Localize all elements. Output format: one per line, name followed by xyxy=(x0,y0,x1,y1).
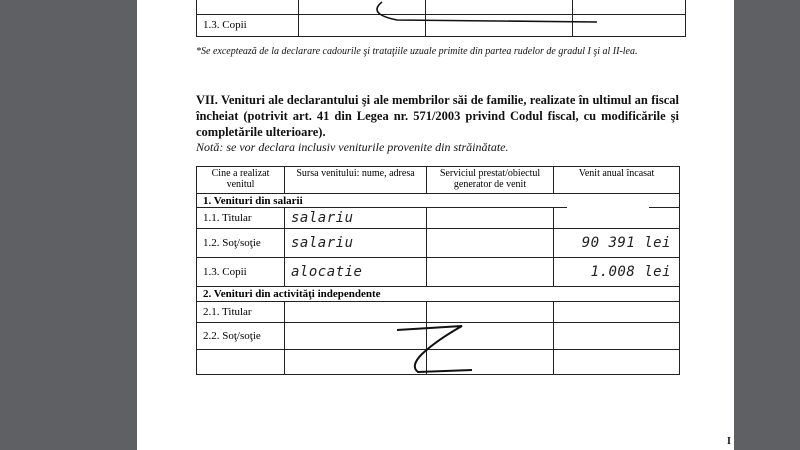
header-cell: Cine a realizat venitul xyxy=(197,167,285,194)
row-label: 2.2. Soţ/soţie xyxy=(197,323,285,350)
handwritten-source: salariu xyxy=(285,208,427,229)
handwritten-source: salariu xyxy=(285,229,427,258)
note-text: Notă: se vor declara inclusiv veniturile provenite din străinătate. xyxy=(196,140,509,154)
header-cell: Sursa venitului: nume, adresa xyxy=(285,167,427,194)
table-row xyxy=(197,229,680,258)
handwritten-amount: 90 391 lei xyxy=(554,229,680,258)
row-label: 1.2. Soţ/soţie xyxy=(197,229,285,258)
section-row xyxy=(197,287,680,302)
header-cell: Venit anual încasat xyxy=(554,167,680,194)
section-heading: VII. Venituri ale declarantului şi ale membrilor săi de familie, realizate în ultimul an fiscal încheiat (potrivit art. 41 din Legea nr. 571/2003 privind Codul fiscal, cu modificările şi completările ulterioare). xyxy=(196,93,679,139)
section-title: 1. Venituri din salarii xyxy=(197,194,680,208)
row-label: 1.3. Copii xyxy=(197,258,285,287)
row-label: 2.1. Titular xyxy=(197,302,285,323)
strike-scribble xyxy=(357,0,607,28)
handwritten-amount: 1.008 lei xyxy=(554,258,680,287)
margin-mark: I xyxy=(727,436,731,447)
footnote: *Se exceptează de la declarare cadourile şi trataţiile uzuale primite din partea rudelor de gradul I şi al II-lea. xyxy=(196,46,638,57)
table-row xyxy=(197,258,680,287)
document-page xyxy=(137,0,734,450)
section-title: 2. Venituri din activităţi independente xyxy=(197,287,680,302)
header-cell: Serviciul prestat/obiectul generator de venit xyxy=(427,167,554,194)
redaction-box xyxy=(567,205,649,227)
row-label: 1.1. Titular xyxy=(197,208,285,229)
handwritten-source: alocatie xyxy=(285,258,427,287)
header-row xyxy=(197,167,680,194)
strike-scribble xyxy=(392,320,482,380)
row-label: 1.3. Copii xyxy=(197,14,299,36)
